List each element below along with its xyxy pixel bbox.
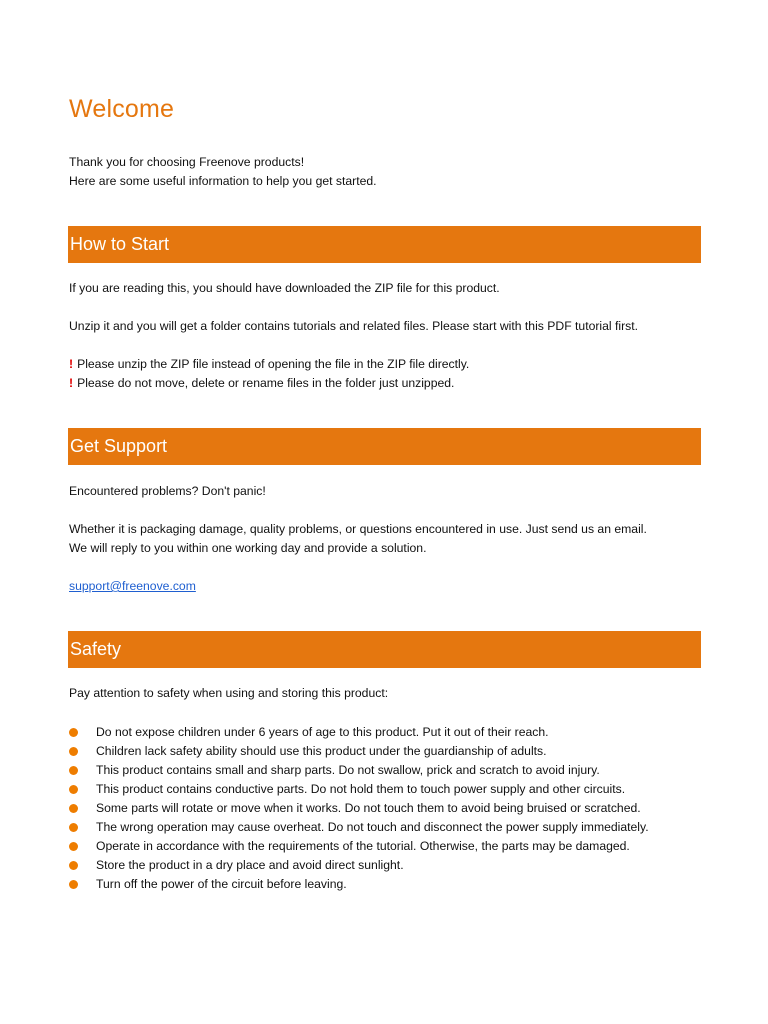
how-to-start-paragraph-1: If you are reading this, you should have downloaded the ZIP file for this product. (69, 281, 500, 295)
safety-item-text: Store the product in a dry place and avoid direct sunlight. (96, 858, 404, 872)
safety-list-item (69, 818, 649, 837)
safety-item-text: This product contains small and sharp parts. Do not swallow, prick and scratch to avoid injury. (96, 763, 600, 777)
safety-intro: Pay attention to safety when using and storing this product: (69, 686, 389, 700)
warning-icon: ! (69, 376, 74, 390)
get-support-paragraph-2: Whether it is packaging damage, quality problems, or questions encountered in use. Just send us an email. (69, 522, 647, 536)
safety-item-text: Children lack safety ability should use this product under the guardianship of adults. (96, 744, 547, 758)
bullet-icon (69, 728, 78, 737)
safety-item-text: This product contains conductive parts. Do not hold them to touch power supply and other circuits. (96, 782, 626, 796)
get-support-heading: Get Support (68, 428, 701, 465)
safety-item-text: The wrong operation may cause overheat. Do not touch and disconnect the power supply immediately. (96, 820, 649, 834)
bullet-icon (69, 823, 78, 832)
how-to-start-heading: How to Start (68, 226, 701, 263)
safety-list-item (69, 875, 649, 894)
warning-text-1: Please unzip the ZIP file instead of opening the file in the ZIP file directly. (77, 357, 470, 371)
safety-item-text: Some parts will rotate or move when it works. Do not touch them to avoid being bruised or scratched. (96, 801, 641, 815)
warning-text-2: Please do not move, delete or rename files in the folder just unzipped. (77, 376, 455, 390)
safety-list-item (69, 761, 649, 780)
safety-list-item (69, 742, 649, 761)
safety-list-item (69, 856, 649, 875)
safety-list (69, 723, 649, 894)
welcome-line-2: Here are some useful information to help you get started. (69, 174, 377, 188)
bullet-icon (69, 880, 78, 889)
bullet-icon (69, 804, 78, 813)
safety-list-item (69, 837, 649, 856)
bullet-icon (69, 766, 78, 775)
warning-line-2 (69, 374, 454, 393)
safety-item-text: Turn off the power of the circuit before leaving. (96, 877, 347, 891)
bullet-icon (69, 842, 78, 851)
get-support-paragraph-1: Encountered problems? Don't panic! (69, 484, 266, 498)
bullet-icon (69, 861, 78, 870)
safety-heading: Safety (68, 631, 701, 668)
warning-icon: ! (69, 357, 74, 371)
safety-list-item (69, 780, 649, 799)
safety-item-text: Do not expose children under 6 years of age to this product. Put it out of their reach. (96, 725, 549, 739)
safety-list-item (69, 799, 649, 818)
welcome-line-1: Thank you for choosing Freenove products! (69, 155, 305, 169)
safety-item-text: Operate in accordance with the requirements of the tutorial. Otherwise, the parts may be damaged. (96, 839, 630, 853)
warning-line-1 (69, 355, 469, 374)
safety-list-item (69, 723, 649, 742)
bullet-icon (69, 785, 78, 794)
support-email-link[interactable]: support@freenove.com (69, 579, 196, 593)
how-to-start-paragraph-2: Unzip it and you will get a folder contains tutorials and related files. Please start with this PDF tutorial first. (69, 319, 639, 333)
get-support-paragraph-3: We will reply to you within one working day and provide a solution. (69, 541, 427, 555)
bullet-icon (69, 747, 78, 756)
welcome-title: Welcome (69, 95, 175, 123)
